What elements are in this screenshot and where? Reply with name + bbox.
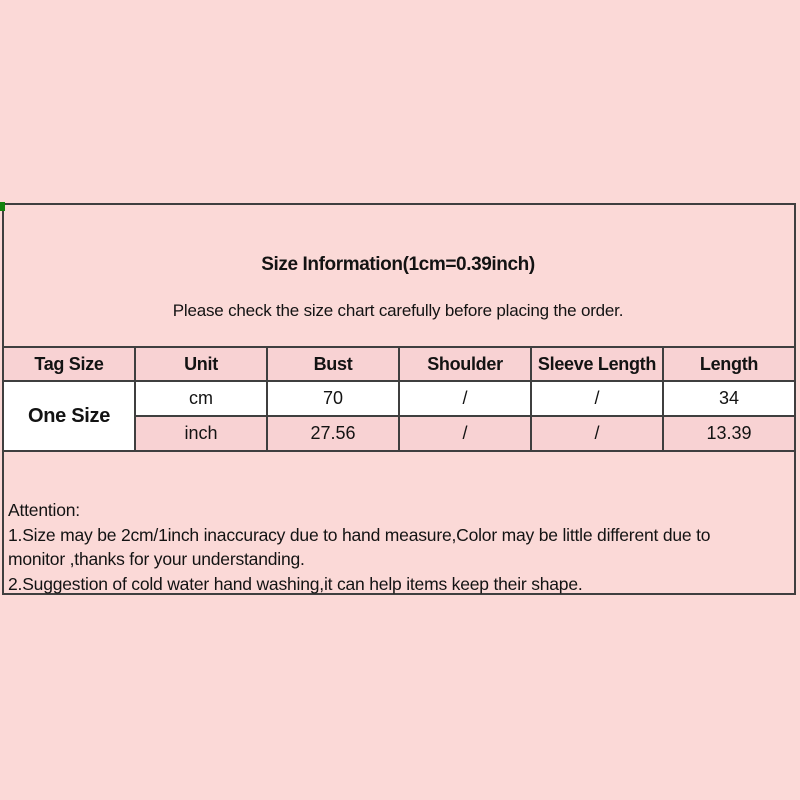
attention-heading: Attention: <box>8 500 80 520</box>
attention-line-2: monitor ,thanks for your understanding. <box>8 549 305 569</box>
cell-cm-unit: cm <box>135 381 267 416</box>
attention-line-1: 1.Size may be 2cm/1inch inaccuracy due to hand measure,Color may be little different due to <box>8 524 711 545</box>
table-row-cm <box>3 381 795 416</box>
size-info-title: Size Information(1cm=0.39inch) <box>261 254 535 275</box>
attention-note <box>8 498 794 596</box>
cell-cm-sleeve-length: / <box>531 381 663 416</box>
col-header-sleeve-length: Sleeve Length <box>531 347 663 381</box>
size-table <box>2 346 796 452</box>
col-header-bust: Bust <box>267 347 399 381</box>
cell-cm-shoulder: / <box>399 381 531 416</box>
corner-artifact <box>0 202 5 211</box>
col-header-length: Length <box>663 347 795 381</box>
cell-inch-unit: inch <box>135 416 267 451</box>
cell-cm-bust: 70 <box>267 381 399 416</box>
cell-cm-length: 34 <box>663 381 795 416</box>
cell-tag-size: One Size <box>3 381 135 451</box>
col-header-shoulder: Shoulder <box>399 347 531 381</box>
cell-inch-bust: 27.56 <box>267 416 399 451</box>
size-table-header-row <box>3 347 795 381</box>
cell-inch-shoulder: / <box>399 416 531 451</box>
attention-line-3: 2.Suggestion of cold water hand washing,it can help items keep their shape. <box>8 573 583 594</box>
cell-inch-length: 13.39 <box>663 416 795 451</box>
size-info-subtitle: Please check the size chart carefully before placing the order. <box>172 301 624 320</box>
col-header-tag-size: Tag Size <box>3 347 135 381</box>
cell-inch-sleeve-length: / <box>531 416 663 451</box>
col-header-unit: Unit <box>135 347 267 381</box>
